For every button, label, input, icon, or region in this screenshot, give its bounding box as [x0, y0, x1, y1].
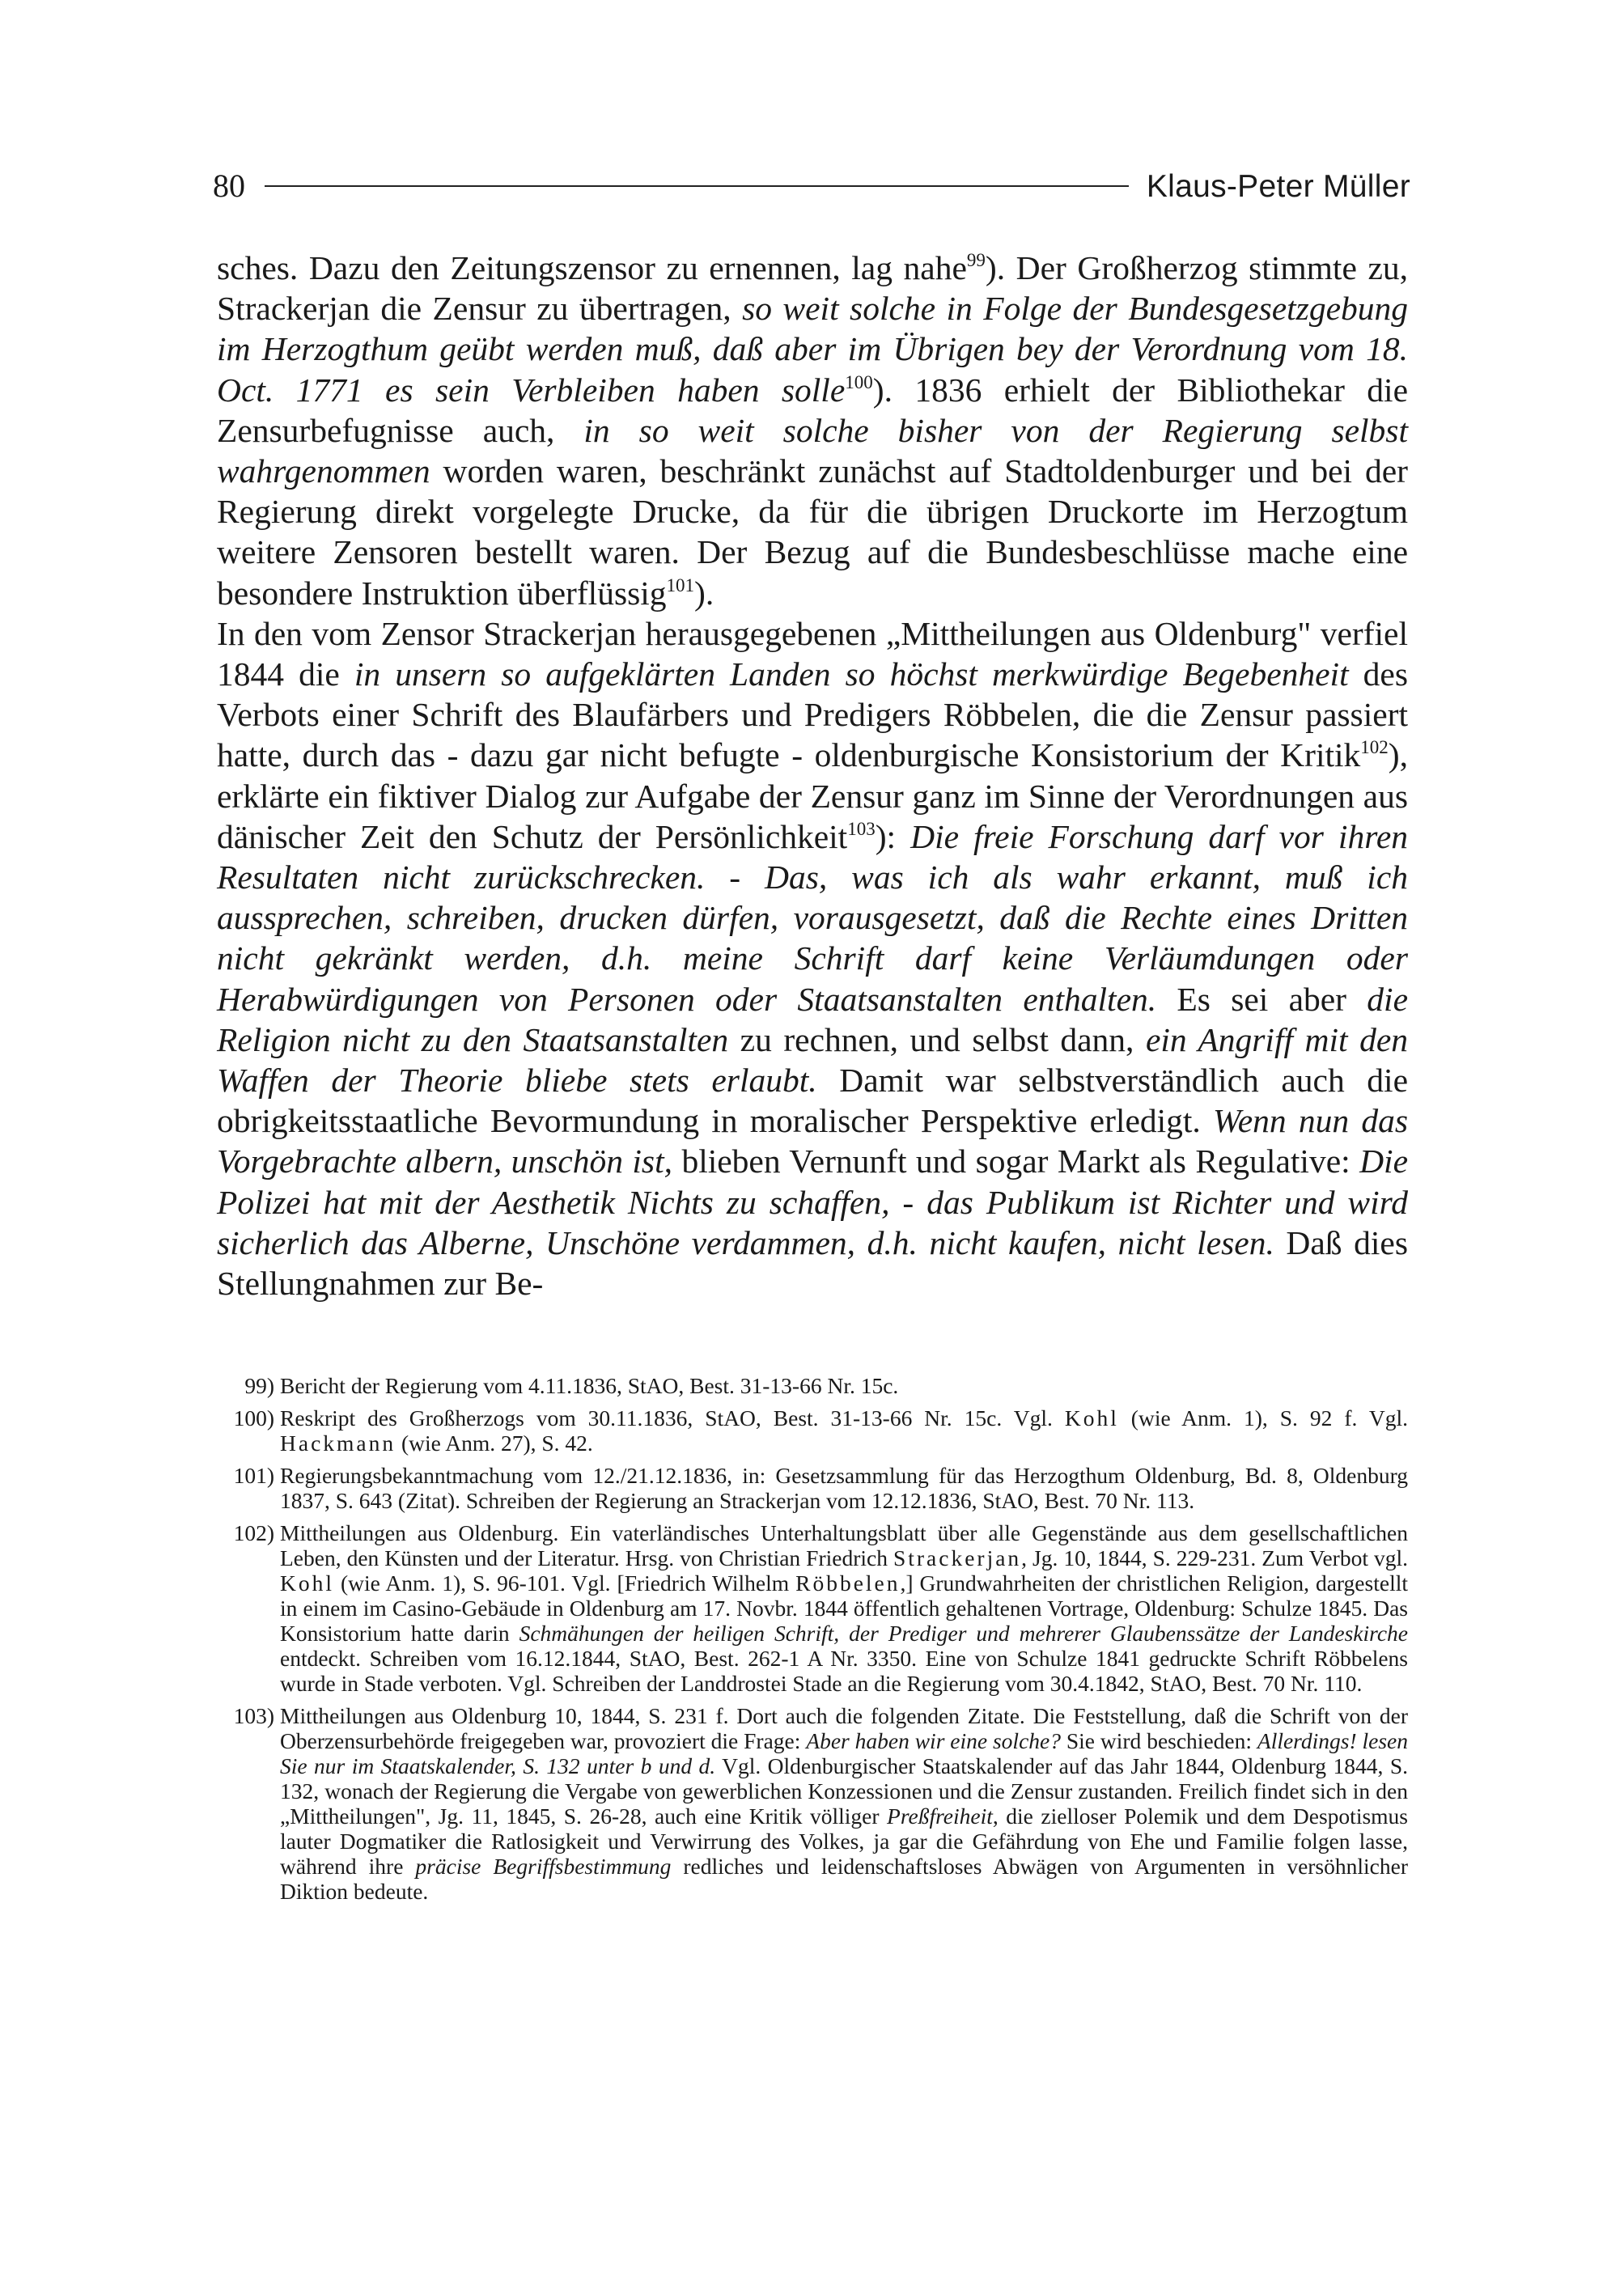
text-run: Sie wird beschieden: — [1060, 1728, 1257, 1753]
text-run: In den vom Zensor Strackerjan herausgegebenen „Mittheilungen aus Oldenburg" verfiel 1844 die — [217, 614, 1408, 693]
text-run: Mittheilungen aus Oldenburg 10, 1844, S. 231 f. Dort auch die folgenden Zitate. Die Feststellung, daß die Schrift von der Oberzensurbehörde freigegeben war, provoziert die Frage: — [280, 1703, 1408, 1753]
footnote-ref-101: 101 — [666, 574, 695, 596]
text-run: Bericht der Regierung vom 4.11.1836, StAO, Best. 31-13-66 Nr. 15c. — [280, 1373, 899, 1398]
footnote-99 — [231, 1373, 1408, 1398]
text-run: ). 1836 erhielt der Bibliothekar die Zensurbefugnisse auch, — [217, 371, 1409, 449]
quotation: präcise Begriffsbestimmung — [415, 1854, 672, 1879]
text-run: (wie Anm. 27), S. 42. — [396, 1430, 593, 1456]
main-text — [217, 248, 1408, 1303]
header-rule — [265, 185, 1129, 187]
footnote-number: 101) — [233, 1463, 274, 1488]
footnotes — [231, 1373, 1408, 1911]
text-run: ). Der Großherzog stimmte zu, Strackerjan die Zensur zu übertragen, — [217, 249, 1408, 328]
footnote-101 — [231, 1463, 1408, 1513]
footnote-text — [280, 1405, 1408, 1456]
footnote-text — [280, 1463, 1408, 1513]
quotation: Die freie Forschung darf vor ihren Resultaten nicht zurückschrecken. - Das, was ich als wahr erkannt, muß ich aussprechen, schreiben, drucken dürfen, vorausgesetzt, daß die Rechte eines Dritten nicht gekränkt werden, d.h. meine Schrift darf keine Verläumdungen oder Herabwürdigungen von Personen oder Staatsanstalten enthalten. — [217, 817, 1408, 1018]
footnote-number: 102) — [233, 1520, 274, 1545]
quotation: in so weit solche bisher von der Regierung selbst wahrgenommen — [217, 411, 1408, 490]
author-name: Kohl — [1064, 1405, 1119, 1430]
footnote-102 — [231, 1520, 1408, 1696]
text-run: Mittheilungen aus Oldenburg. Ein vaterländisches Unterhaltungsblatt über alle Gegenstände aus dem gesellschaftlichen Leben, den Künsten und der Literatur. Hrsg. von Christian Friedrich — [280, 1520, 1408, 1570]
text-run: ): — [875, 817, 911, 855]
footnote-103 — [231, 1703, 1408, 1904]
text-run: ), erklärte ein fiktiver Dialog zur Aufgabe der Zensur ganz im Sinne der Verordnungen aus dänischer Zeit den Schutz der Persönlichkeit — [217, 736, 1408, 855]
footnote-number: 100) — [233, 1405, 274, 1430]
text-run: (wie Anm. 1), S. 96-101. Vgl. [Friedrich Wilhelm — [334, 1570, 796, 1596]
footnote-ref-99: 99 — [966, 250, 986, 270]
quotation: Allerdings! lesen Sie nur im Staatskalender, S. 132 unter b und d. — [280, 1728, 1408, 1778]
quotation: Wenn nun das Vorgebrachte albern, unschön ist, — [217, 1102, 1408, 1180]
footnote-text — [280, 1520, 1408, 1696]
text-run: entdeckt. Schreiben vom 16.12.1844, StAO, Best. 262-1 A Nr. 3350. Eine von Schulze 1841 gedruckte Schrift Röbbelens wurde in Stade verboten. Vgl. Schreiben der Landdrostei Stade an die Regierung vom 30.4.1842, StAO, Best. 70 Nr. 110. — [280, 1646, 1408, 1696]
quotation: Schmähungen der heiligen Schrift, der Prediger und mehrerer Glaubenssätze der Landeskirche — [519, 1621, 1408, 1646]
quotation: Preßfreiheit — [887, 1803, 993, 1829]
footnote-ref-100: 100 — [845, 371, 873, 392]
quotation: Aber haben wir eine solche? — [806, 1728, 1061, 1753]
quotation: die Religion nicht zu den Staatsanstalten — [217, 980, 1408, 1058]
text-run: Regierungsbekanntmachung vom 12./21.12.1836, in: Gesetzsammlung für das Herzogthum Oldenburg, Bd. 8, Oldenburg 1837, S. 643 (Zitat). Schreiben der Regierung an Strackerjan vom 12.12.1836, StAO, Best. 70 Nr. 113. — [280, 1463, 1408, 1513]
quotation: in unsern so aufgeklärten Landen so höchst merkwürdige Begebenheit — [354, 655, 1349, 693]
text-run: des Verbots einer Schrift des Blaufärbers und Predigers Röbbelen, die die Zensur passiert hatte, durch das - dazu gar nicht befugte - oldenburgische Konsistorium der Kritik — [217, 655, 1409, 774]
page-number: 80 — [213, 167, 245, 204]
text-run: Damit war selbstverständlich auch die obrigkeitsstaatliche Bevormundung in moralischer Perspektive erledigt. — [217, 1062, 1408, 1140]
footnote-text — [280, 1373, 1408, 1398]
text-run: ). — [694, 574, 714, 612]
text-run: Reskript des Großherzogs vom 30.11.1836, StAO, Best. 31-13-66 Nr. 15c. Vgl. — [280, 1405, 1065, 1430]
text-run: Vgl. Oldenburgischer Staatskalender auf das Jahr 1844, Oldenburg 1844, S. 132, wonach der Regierung die Vergabe von gewerblichen Konzessionen und die Zensur zustanden. Freilich findet sich in den „Mittheilungen", Jg. 11, 1845, S. 26-28, auch eine Kritik völliger — [280, 1753, 1408, 1829]
footnote-100 — [231, 1405, 1408, 1456]
text-run: , Jg. 10, 1844, S. 229-231. Zum Verbot vgl. — [1021, 1545, 1408, 1570]
text-run: blieben Vernunft und sogar Markt als Regulative: — [672, 1142, 1360, 1180]
author-name: Röbbelen — [795, 1570, 901, 1596]
running-header — [213, 166, 1410, 206]
text-run: worden waren, beschränkt zunächst auf Stadtoldenburger und bei der Regierung direkt vorgelegte Drucke, da für die übrigen Druckorte im Herzogtum weitere Zensoren bestellt waren. Der Bezug auf die Bundesbeschlüsse mache eine besondere Instruktion überflüssig — [217, 452, 1408, 612]
quotation: so weit solche in Folge der Bundesgesetzgebung im Herzogthum geübt werden muß, daß aber im Übrigen bey der Verordnung vom 18. Oct. 1771 es sein Verbleiben haben solle — [217, 290, 1408, 409]
text-run: zu rechnen, und selbst dann, — [728, 1020, 1146, 1058]
footnote-ref-103: 103 — [847, 818, 876, 839]
author-name: Strackerjan — [893, 1545, 1022, 1570]
text-run: Daß dies Stellungnahmen zur Be- — [217, 1223, 1408, 1303]
text-run: sches. Dazu den Zeitungszensor zu ernennen, lag nahe — [217, 249, 967, 286]
paragraph-2 — [217, 613, 1408, 1303]
text-run: , die zielloser Polemik und dem Despotismus lauter Dogmatiker die Ratlosigkeit und Verwirrung des Volkes, ja gar die Gefährdung von Ehe und Familie folgen lasse, während ihre — [280, 1803, 1408, 1879]
footnote-text — [280, 1703, 1408, 1904]
quotation: ein Angriff mit den Waffen der Theorie bliebe stets erlaubt. — [217, 1020, 1409, 1100]
footnote-ref-102: 102 — [1360, 737, 1389, 758]
text-run: redliches und leidenschaftsloses Abwägen von Argumenten in versöhnlicher Diktion bedeute. — [280, 1854, 1408, 1904]
footnote-number: 103) — [233, 1703, 274, 1728]
author-name: Hackmann — [280, 1430, 396, 1456]
running-head-author: Klaus-Peter Müller — [1146, 168, 1410, 204]
author-name: Kohl — [280, 1570, 334, 1596]
text-run: Es sei aber — [1156, 980, 1367, 1018]
text-run: (wie Anm. 1), S. 92 f. Vgl. — [1118, 1405, 1408, 1430]
quotation: Die Polizei hat mit der Aesthetik Nichts zu schaffen, - das Publikum ist Richter und wird sicherlich das Alberne, Unschöne verdammen, d.h. nicht kaufen, nicht lesen. — [217, 1142, 1408, 1261]
paragraph-1 — [217, 248, 1408, 613]
footnote-number: 99) — [244, 1373, 274, 1398]
text-run: ,] Grundwahrheiten der christlichen Religion, dargestellt in einem im Casino-Gebäude in Oldenburg am 17. Novbr. 1844 öffentlich gehaltenen Vortrage, Oldenburg: Schulze 1845. Das Konsistorium hatte darin — [280, 1570, 1408, 1646]
